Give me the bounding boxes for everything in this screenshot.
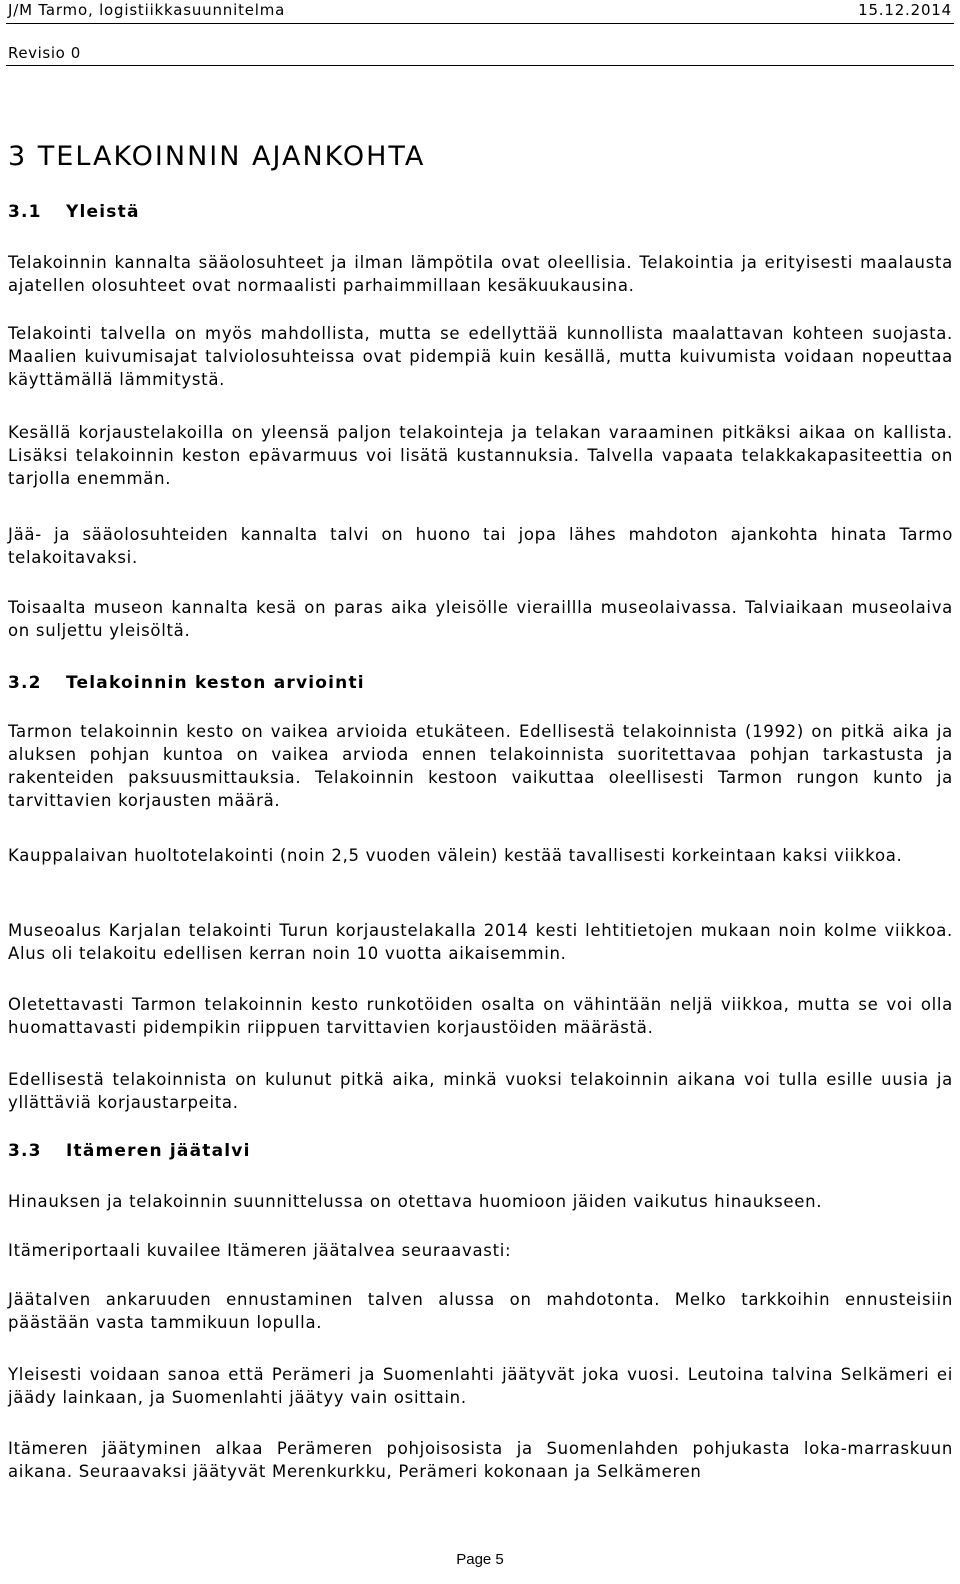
header-document-title: J/M Tarmo, logistiikkasuunnitelma — [8, 1, 286, 19]
header-divider — [6, 23, 954, 24]
paragraph: Jäätalven ankaruuden ennustaminen talven alussa on mahdotonta. Melko tarkkoihin ennusteisiin päästään vasta tammikuun lopulla. — [8, 1290, 953, 1332]
section-heading-3-1 — [8, 202, 140, 222]
section-title: Yleistä — [66, 202, 140, 222]
paragraph: Museoalus Karjalan telakointi Turun korjaustelakalla 2014 kesti lehtitietojen mukaan noin kolme viikkoa. Alus oli telakoitu edellisen kerran noin 10 vuotta aikaisemmin. — [8, 921, 953, 963]
paragraph: Itämeriportaali kuvailee Itämeren jäätalvea seuraavasti: — [8, 1241, 512, 1260]
paragraph: Kauppalaivan huoltotelakointi (noin 2,5 vuoden välein) kestää tavallisesti korkeintaan kaksi viikkoa. — [8, 846, 903, 865]
paragraph: Edellisestä telakoinnista on kulunut pitkä aika, minkä vuoksi telakoinnin aikana voi tulla esille uusia ja yllättäviä korjaustarpeita. — [8, 1070, 953, 1112]
section-number: 3.1 — [8, 202, 42, 222]
paragraph: Hinauksen ja telakoinnin suunnittelussa on otettava huomioon jäiden vaikutus hinaukseen. — [8, 1192, 823, 1211]
paragraph: Toisaalta museon kannalta kesä on paras aika yleisölle vieraillla museolaivassa. Talviaikaan museolaiva on suljettu yleisöltä. — [8, 598, 953, 640]
header-date: 15.12.2014 — [858, 1, 952, 19]
section-number: 3.3 — [8, 1141, 42, 1161]
section-number: 3.2 — [8, 673, 42, 693]
paragraph: Telakoinnin kannalta sääolosuhteet ja ilman lämpötila ovat oleellisia. Telakointia ja erityisesti maalausta ajatellen olosuhteet ovat normaalisti parhaimmillaan kesäkuukausina. — [8, 253, 953, 295]
paragraph: Yleisesti voidaan sanoa että Perämeri ja Suomenlahti jäätyvät joka vuosi. Leutoina talvina Selkämeri ei jäädy lainkaan, ja Suomenlahti jäätyy vain osittain. — [8, 1365, 953, 1407]
paragraph: Telakointi talvella on myös mahdollista, mutta se edellyttää kunnollista maalattavan kohteen suojasta. Maalien kuivumisajat talviolosuhteissa ovat pidempiä kuin kesällä, mutta kuivumista voidaan nopeuttaa käyttämällä lämmitystä. — [8, 324, 953, 389]
paragraph: Oletettavasti Tarmon telakoinnin kesto runkotöiden osalta on vähintään neljä viikkoa, mutta se voi olla huomattavasti pidempikin riippuen tarvittavien korjaustöiden määrästä. — [8, 995, 953, 1037]
paragraph: Itämeren jäätyminen alkaa Perämeren pohjoisosista ja Suomenlahden pohjukasta loka-marraskuun aikana. Seuraavaksi jäätyvät Merenkurkku, Perämeri kokonaan ja Selkämeren — [8, 1439, 953, 1481]
section-heading-3-3 — [8, 1141, 251, 1161]
section-title: Itämeren jäätalvi — [66, 1141, 251, 1161]
paragraph: Kesällä korjaustelakoilla on yleensä paljon telakointeja ja telakan varaaminen pitkäksi aikaa on kallista. Lisäksi telakoinnin keston epävarmuus voi lisätä kustannuksia. Talvella vapaata telakkakapasiteettia on tarjolla enemmän. — [8, 423, 953, 488]
chapter-title: 3 TELAKOINNIN AJANKOHTA — [8, 141, 426, 172]
header-revision: Revisio 0 — [8, 44, 81, 62]
paragraph: Tarmon telakoinnin kesto on vaikea arvioida etukäteen. Edellisestä telakoinnista (1992) on pitkä aika ja aluksen pohjan kuntoa on vaikea arvioda ennen telakoinnista suoritettavaa pohjan tarkastusta ja rakenteiden paksuusmittauksia. Telakoinnin kestoon vaikuttaa oleellisesti Tarmon rungon kunto ja tarvittavien korjausten määrä. — [8, 722, 953, 810]
section-heading-3-2 — [8, 673, 365, 693]
section-title: Telakoinnin keston arviointi — [66, 673, 365, 693]
revision-divider — [6, 65, 954, 66]
page-number: Page 5 — [456, 1551, 504, 1568]
paragraph: Jää- ja sääolosuhteiden kannalta talvi on huono tai jopa lähes mahdoton ajankohta hinata Tarmo telakoitavaksi. — [8, 525, 953, 567]
